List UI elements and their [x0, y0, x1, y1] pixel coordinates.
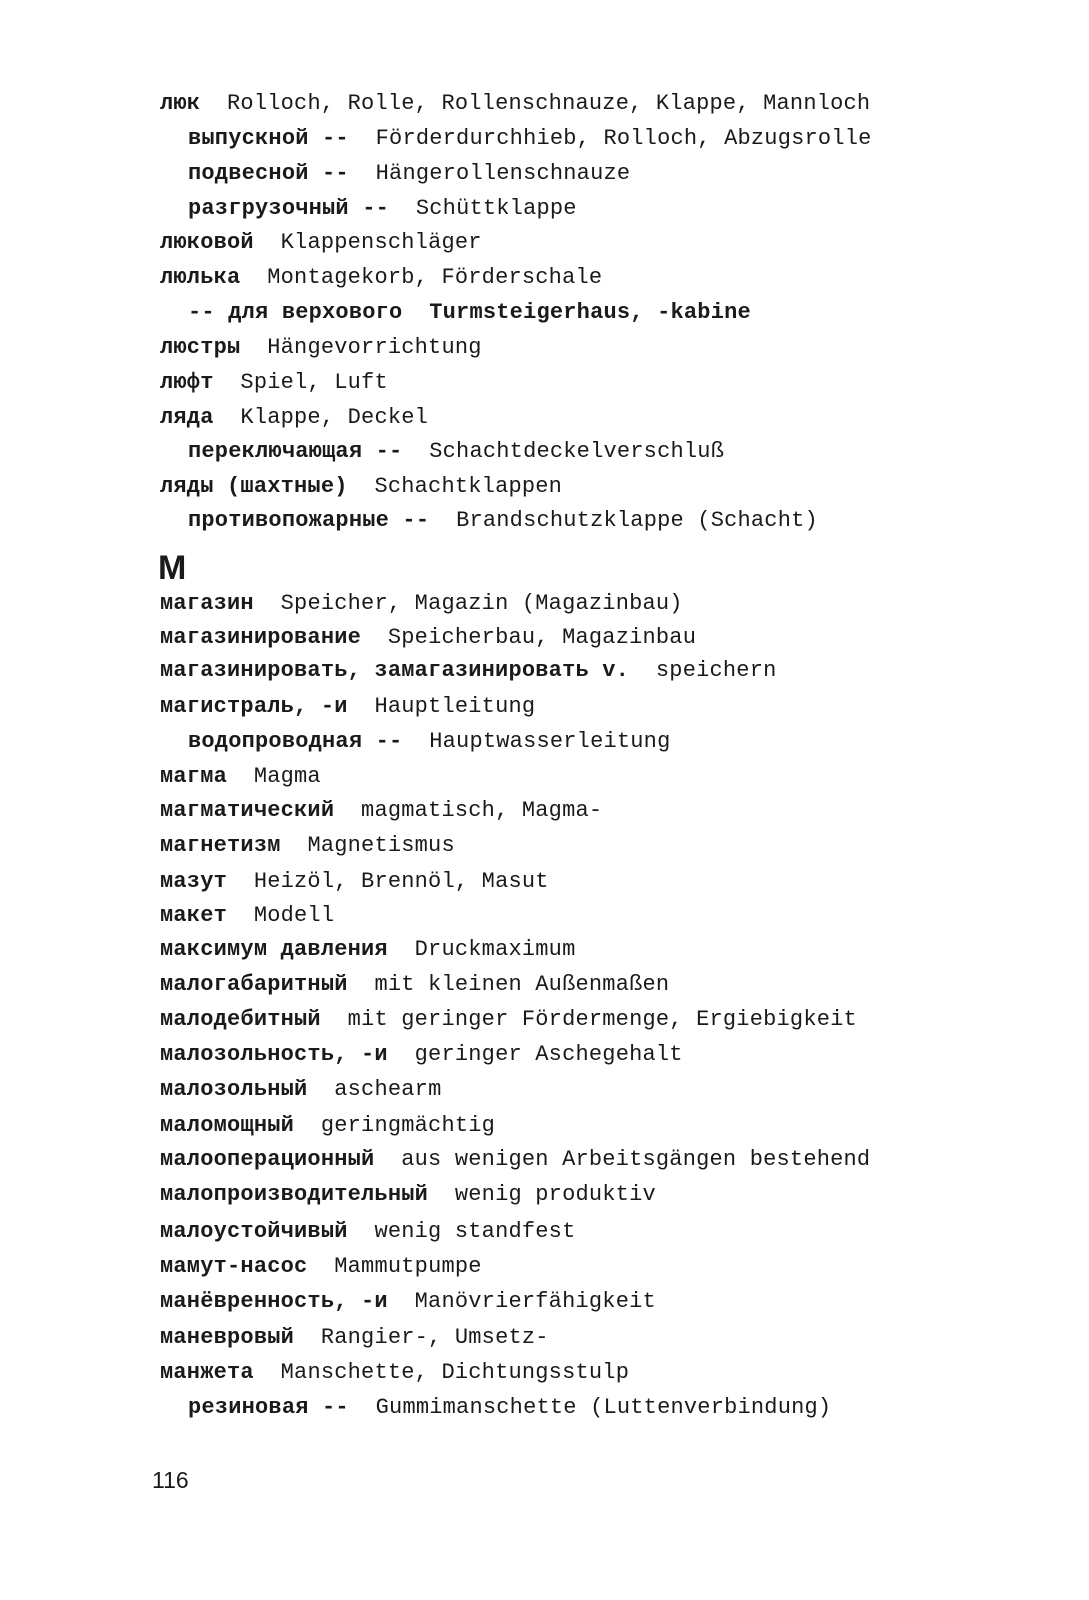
entry-term: маломощный [160, 1113, 295, 1138]
entry [188, 125, 872, 153]
entry [160, 1041, 683, 1069]
entry [188, 1394, 831, 1422]
entry-translation: Spiel, Luft [240, 370, 388, 395]
entry [160, 1146, 870, 1174]
entry-translation: Mammutpumpe [334, 1254, 482, 1279]
entry [188, 160, 630, 188]
entry-term: люфт [160, 370, 214, 395]
entry [160, 1076, 441, 1104]
entry [160, 902, 334, 930]
entry-translation: magmatisch, Magma- [361, 798, 603, 823]
entry-translation: mit kleinen Außenmaßen [374, 972, 670, 997]
entry-term: манёвренность, -и [160, 1289, 388, 1314]
entry [160, 657, 777, 685]
entry-translation: Rangier-, Umsetz- [320, 1325, 549, 1350]
entry-term: выпускной -- [188, 126, 349, 151]
entry [160, 797, 602, 825]
entry [160, 1359, 629, 1387]
entry-translation: wenig produktiv [454, 1182, 656, 1207]
entry-term: мамут-насос [160, 1254, 308, 1279]
entry-term: малогабаритный [160, 972, 348, 997]
entry-translation: Klappenschläger [280, 230, 482, 255]
entry-term: магазинировать, замагазинировать v. [160, 658, 630, 683]
entry-translation: Hauptwasserleitung [429, 729, 671, 754]
section-letter: M [158, 549, 187, 587]
entry-term: резиновая -- [188, 1395, 349, 1420]
entry [160, 473, 562, 501]
entry [160, 624, 696, 652]
entry-translation: Klappe, Deckel [240, 405, 429, 430]
entry-translation: aus wenigen Arbeitsgängen bestehend [401, 1147, 871, 1172]
entry-term: магнетизм [160, 833, 281, 858]
entry-translation: Hauptleitung [374, 694, 536, 719]
entry-term: люстры [160, 335, 241, 360]
entry-translation: Montagekorb, Förderschale [267, 265, 603, 290]
entry [160, 590, 683, 618]
entry-term: малозольный [160, 1077, 308, 1102]
entry-term: -- для верхового [188, 300, 403, 325]
entry-translation: geringmächtig [320, 1113, 496, 1138]
entry-term: малооперационный [160, 1147, 375, 1172]
entry-term: малопроизводительный [160, 1182, 429, 1207]
entry-translation: Heizöl, Brennöl, Masut [253, 869, 549, 894]
entry-term: магистраль, -и [160, 694, 348, 719]
entry-term: малоустойчивый [160, 1219, 348, 1244]
entry-translation: Rolloch, Rolle, Rollenschnauze, Klappe, Mannloch [227, 91, 871, 116]
entry [160, 229, 482, 257]
entry-term: водопроводная -- [188, 729, 403, 754]
entry-term: люковой [160, 230, 254, 255]
entry [160, 264, 602, 292]
entry [160, 1181, 656, 1209]
entry-term: магматический [160, 798, 335, 823]
entry [188, 728, 671, 756]
entry [160, 1288, 656, 1316]
entry [160, 936, 575, 964]
entry-translation: Manövrierfähigkeit [414, 1289, 656, 1314]
entry [188, 438, 724, 466]
entry-term: макет [160, 903, 228, 928]
entry-term: манжета [160, 1360, 254, 1385]
entry-translation: wenig standfest [374, 1219, 576, 1244]
page-number: 116 [152, 1467, 189, 1493]
entry-term: максимум давления [160, 937, 388, 962]
entry-term: малозольность, -и [160, 1042, 388, 1067]
entry [160, 1112, 495, 1140]
entry [160, 763, 321, 791]
entry-translation: Gummimanschette (Luttenverbindung) [375, 1395, 832, 1420]
entry-translation: Turmsteigerhaus, -kabine [429, 300, 751, 325]
entry-translation: Speicherbau, Magazinbau [387, 625, 697, 650]
entry-translation: Speicher, Magazin (Magazinbau) [280, 591, 683, 616]
entry-term: малодебитный [160, 1007, 321, 1032]
entry [160, 369, 388, 397]
entry-term: противопожарные -- [188, 508, 430, 533]
entry [160, 404, 428, 432]
entry [160, 90, 870, 118]
entry-translation: Schachtklappen [374, 474, 563, 499]
entry-term: люлька [160, 265, 241, 290]
entry-term: ляда [160, 405, 214, 430]
entry [160, 693, 535, 721]
entry-translation: Förderdurchhieb, Rolloch, Abzugsrolle [375, 126, 872, 151]
entry-translation: Magma [253, 764, 321, 789]
entry [160, 832, 455, 860]
entry-translation: speichern [655, 658, 777, 683]
entry-translation: Brandschutzklappe (Schacht) [456, 508, 818, 533]
entry-term: переключающая -- [188, 439, 403, 464]
entry-term: ляды (шахтные) [160, 474, 348, 499]
entry [188, 299, 751, 327]
entry-translation: Schachtdeckelverschluß [429, 439, 725, 464]
entry-translation: Hängerollenschnauze [375, 161, 631, 186]
entry [188, 507, 818, 535]
entry [160, 1218, 576, 1246]
entry-term: маневровый [160, 1325, 295, 1350]
entry [160, 971, 669, 999]
entry [160, 1324, 549, 1352]
entry-term: магазинирование [160, 625, 362, 650]
entry-term: люк [160, 91, 201, 116]
entry-translation: aschearm [334, 1077, 442, 1102]
entry-term: магма [160, 764, 228, 789]
entry [188, 195, 577, 223]
entry-term: подвесной -- [188, 161, 349, 186]
entry-translation: Manschette, Dichtungsstulp [280, 1360, 630, 1385]
entry-translation: Modell [253, 903, 335, 928]
entry [160, 1253, 482, 1281]
entry-translation: Hängevorrichtung [267, 335, 482, 360]
entry-translation: Schüttklappe [415, 196, 577, 221]
entry-term: мазут [160, 869, 228, 894]
entry [160, 1006, 857, 1034]
entry-translation: Druckmaximum [414, 937, 576, 962]
entry [160, 868, 549, 896]
entry-translation: geringer Aschegehalt [414, 1042, 683, 1067]
entry [160, 334, 482, 362]
entry-term: разгрузочный -- [188, 196, 390, 221]
entry-translation: mit geringer Fördermenge, Ergiebigkeit [347, 1007, 857, 1032]
entry-translation: Magnetismus [307, 833, 455, 858]
entry-term: магазин [160, 591, 254, 616]
